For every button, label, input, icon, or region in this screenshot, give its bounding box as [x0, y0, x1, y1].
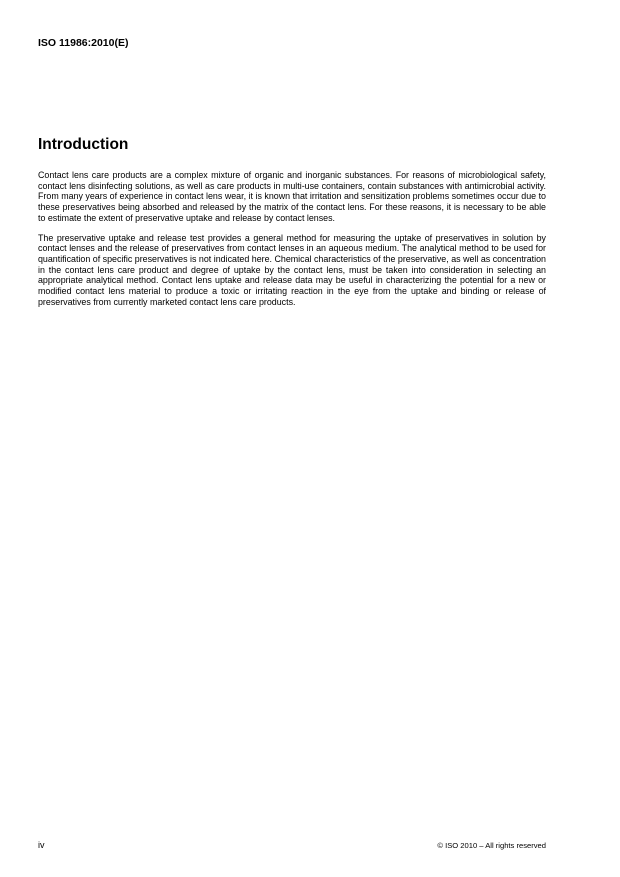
paragraph: Contact lens care products are a complex mixture of organic and inorganic substances. For reasons of microbiological safety, contact lens disinfecting solutions, as well as care products in multi-use containers, contain substances with antimicrobial activity. From many years of experience in contact lens wear, it is known that irritation and sensitization problems sometimes occur due to these preservatives being absorbed and released by the matrix of the contact lens. For these reasons, it is necessary to be able to estimate the extent of preservative uptake and release by contact lenses. — [38, 170, 546, 223]
section-body — [38, 170, 546, 316]
paragraph: The preservative uptake and release test provides a general method for measuring the uptake of preservatives in solution by contact lenses and the release of preservatives from contact lenses in an aqueous medium. The analytical method to be used for quantification of specific preservatives is not indicated here. Chemical characteristics of the preservative, as well as concentration in the contact lens care product and degree of uptake by the contact lens, must be taken into consideration in selecting an appropriate analytical method. Contact lens uptake and release data may be useful in characterizing the potential for a new or modified contact lens material to produce a toxic or irritating reaction in the eye from the uptake and binding or release of preservatives from currently marketed contact lens care products. — [38, 232, 546, 307]
copyright-notice: © ISO 2010 – All rights reserved — [437, 841, 546, 850]
page-number: iv — [38, 840, 45, 850]
section-title: Introduction — [38, 136, 129, 153]
document-header: ISO 11986:2010(E) — [38, 37, 129, 49]
